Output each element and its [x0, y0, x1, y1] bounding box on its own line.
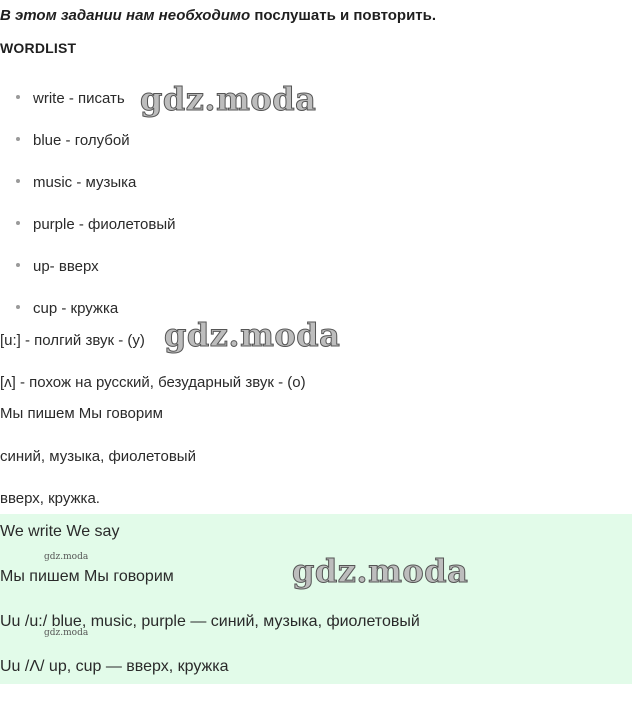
watermark: gdz.moda — [292, 552, 469, 590]
list-item — [16, 216, 176, 233]
intro-regular: послушать и повторить. — [250, 7, 437, 24]
word-text: music - музыка — [33, 174, 137, 191]
highlight-line: We write We say — [0, 523, 120, 540]
columns-header: Мы пишем Мы говорим — [0, 405, 163, 422]
highlight-line: Uu /u:/ blue, music, purple — синий, музыка, фиолетовый — [0, 613, 420, 630]
bullet-icon — [16, 179, 20, 183]
highlight-box — [0, 514, 632, 684]
list-item — [16, 132, 130, 149]
sound-line: [u:] - полгий звук - (у) — [0, 332, 145, 349]
word-text: write - писать — [33, 90, 125, 107]
word-text: blue - голубой — [33, 132, 130, 149]
highlight-line: Uu /Λ/ up, cup — вверх, кружка — [0, 658, 229, 675]
bullet-icon — [16, 263, 20, 267]
list-item — [16, 258, 99, 275]
intro-text — [0, 7, 436, 24]
word-text: purple - фиолетовый — [33, 216, 176, 233]
intro-italic: В этом задании нам необходимо — [0, 7, 251, 24]
watermark-small: gdz.moda — [44, 628, 89, 638]
translation-line: вверх, кружка. — [0, 490, 100, 507]
list-item — [16, 300, 118, 317]
wordlist-heading: WORDLIST — [0, 40, 77, 56]
bullet-icon — [16, 95, 20, 99]
word-text: up- вверх — [33, 258, 99, 275]
watermark: gdz.moda — [140, 80, 317, 118]
translation-line: синий, музыка, фиолетовый — [0, 448, 196, 465]
highlight-line: Мы пишем Мы говорим — [0, 568, 174, 585]
bullet-icon — [16, 305, 20, 309]
list-item — [16, 90, 125, 107]
bullet-icon — [16, 221, 20, 225]
word-text: cup - кружка — [33, 300, 119, 317]
list-item — [16, 174, 136, 191]
bullet-icon — [16, 137, 20, 141]
sound-line: [ʌ] - похож на русский, безударный звук - (о) — [0, 374, 306, 391]
watermark-small: gdz.moda — [44, 552, 89, 562]
watermark: gdz.moda — [164, 316, 341, 354]
